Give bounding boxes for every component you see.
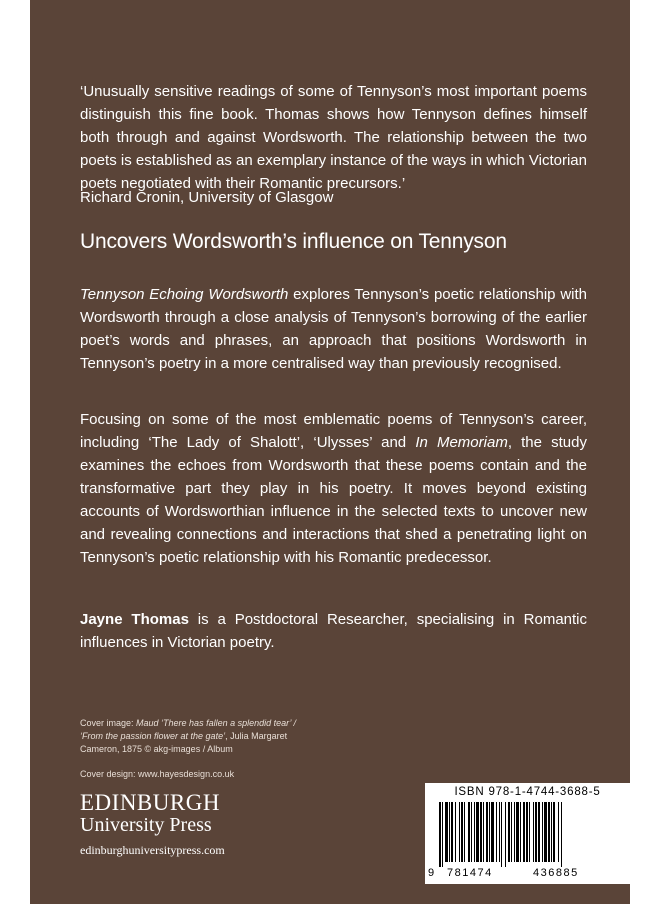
barcode-bar (561, 802, 562, 867)
book-title-italic: Tennyson Echoing Wordsworth (80, 286, 289, 303)
barcode-digits-left: 781474 (447, 867, 493, 879)
barcode-bar (442, 802, 443, 867)
barcode-bar (474, 802, 475, 862)
credit-suffix: , Julia Margaret Cameron, 1875 © akg-images / Album (80, 731, 288, 754)
barcode-bar (439, 802, 441, 867)
barcode-digits-right: 436885 (533, 867, 579, 879)
barcode-bar (459, 802, 460, 862)
barcode-bar (526, 802, 528, 862)
barcode-bar (514, 802, 515, 862)
barcode-bar (464, 802, 465, 862)
review-quote (80, 80, 587, 195)
barcode-label (425, 783, 630, 884)
barcode-bar (548, 802, 550, 862)
barcode-bar (455, 802, 456, 862)
barcode-bar (542, 802, 543, 862)
description-paragraph-1-text: explores Tennyson’s poetic relationship with Wordsworth through a close analysis of Tennyson’s borrowing of the earlier poet’s words and phrases, an approach that positions Wordsworth in Tennyson’s poetry in a more centralised way than previously recognised. (80, 286, 587, 372)
barcode-bar (533, 802, 534, 862)
barcode-bar (529, 802, 530, 862)
credit-prefix: Cover image: (80, 718, 137, 728)
barcode-bar (516, 802, 519, 862)
credit-title-italic: Maud ‘There has fallen a splendid tear’ / ‘From the passion flower at the gate’ (80, 718, 296, 741)
barcode-bar (520, 802, 521, 862)
description-paragraph-1 (80, 283, 587, 375)
barcode-bar (491, 802, 494, 862)
barcode-bar (489, 802, 490, 862)
barcode-bar (544, 802, 547, 862)
barcode-bar (535, 802, 537, 862)
barcode-digit-first: 9 (428, 867, 435, 879)
barcode-bar (523, 802, 525, 862)
description-paragraph-2 (80, 408, 587, 569)
barcode-bar (558, 802, 559, 862)
barcode-bar (499, 802, 500, 862)
publisher-logo-line2: University Press (80, 814, 212, 836)
barcode-bar (483, 802, 484, 862)
barcode-bar (553, 802, 555, 862)
book-back-cover (30, 0, 630, 904)
publisher-url: edinburghuniversitypress.com (80, 843, 225, 857)
cover-image-credit (80, 717, 310, 756)
barcode-bar (538, 802, 540, 862)
review-attribution: Richard Cronin, University of Glasgow (80, 189, 334, 206)
author-name: Jayne Thomas (80, 611, 189, 628)
barcode-bar (501, 802, 502, 867)
author-bio-text: is a Postdoctoral Researcher, specialising in Romantic influences in Victorian poetry. (80, 611, 588, 651)
barcode-bar (508, 802, 510, 862)
barcode-bar (445, 802, 448, 862)
in-memoriam-italic: In Memoriam (415, 434, 508, 451)
barcode-bar (480, 802, 482, 862)
isbn-text: ISBN 978-1-4744-3688-5 (454, 786, 601, 798)
description-paragraph-2-start: Focusing on some of the most emblematic poems of Tennyson’s career, including ‘The Lady of Shalott’, ‘Ulysses’ and (80, 411, 587, 451)
barcode-bar (449, 802, 450, 862)
barcode-bar (486, 802, 488, 862)
publisher-logo-line1: EDINBURGH (80, 790, 220, 815)
author-bio (80, 608, 587, 654)
barcode-bar (471, 802, 472, 862)
headline: Uncovers Wordsworth’s influence on Tennyson (80, 230, 507, 253)
barcode-bar (511, 802, 512, 862)
barcode-bar (496, 802, 497, 862)
barcode-bar (468, 802, 470, 862)
cover-design-credit: Cover design: www.hayesdesign.co.uk (80, 769, 235, 779)
barcode-bar (461, 802, 463, 862)
barcode-bar (476, 802, 479, 862)
description-paragraph-2-end: , the study examines the echoes from Wordsworth that these poems contain and the transformative part they play in his poetry. It moves beyond existing accounts of Wordsworthian influence in the selected texts to uncover new and revealing connections and interactions that shed a penetrating light on Tennyson’s poetic relationship with his Romantic predecessor. (80, 434, 587, 566)
barcode-bar (451, 802, 453, 862)
barcode-graphic (431, 802, 624, 867)
review-quote-text: ‘Unusually sensitive readings of some of Tennyson’s most important poems distinguish this fine book. Thomas shows how Tennyson defines himself both through and against Wordsworth. The relationship between the two poets is established as an exemplary instance of the ways in which Victorian poets negotiated with their Romantic precursors.’ (80, 83, 587, 192)
barcode-bar (505, 802, 506, 867)
barcode-bar (551, 802, 552, 862)
